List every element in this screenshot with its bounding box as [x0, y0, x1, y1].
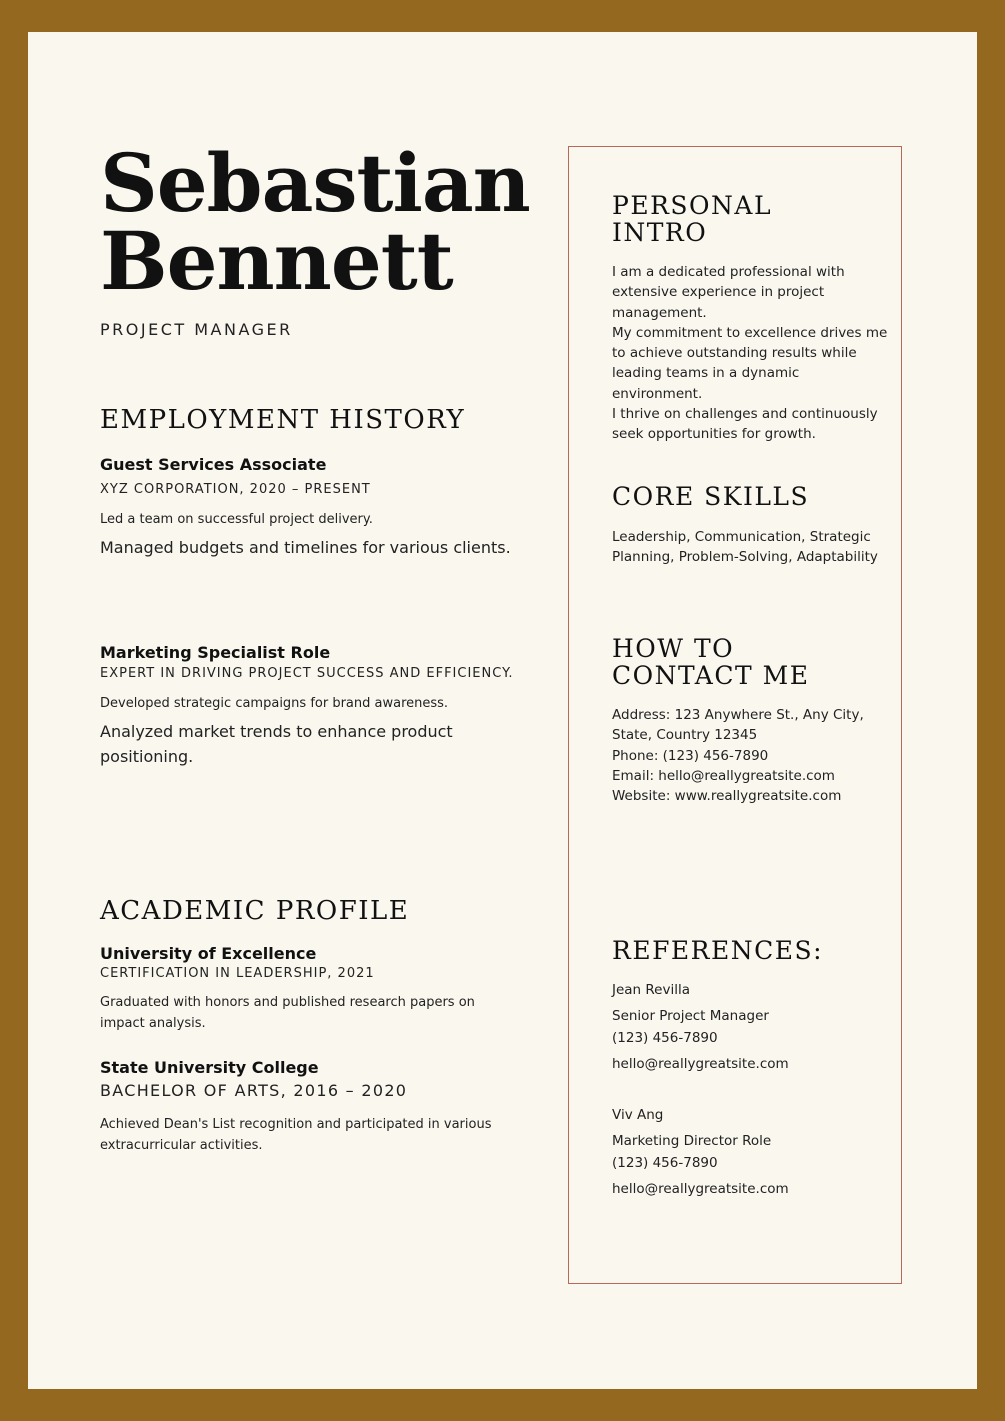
- reference-1-email: hello@reallygreatsite.com: [612, 1056, 789, 1072]
- personal-intro-heading-line: INTRO: [612, 218, 708, 247]
- contact-address-line: State, Country 12345: [612, 727, 758, 744]
- resume-page: [28, 32, 977, 1389]
- job-1-position: Guest Services Associate: [100, 455, 327, 474]
- school-2-degree: BACHELOR OF ARTS, 2016 – 2020: [100, 1081, 408, 1100]
- school-1-degree: CERTIFICATION IN LEADERSHIP, 2021: [100, 966, 375, 981]
- job-1-company: XYZ CORPORATION, 2020 – PRESENT: [100, 482, 371, 497]
- job-2-detail-large: [100, 720, 453, 769]
- first-name: Sebastian: [100, 136, 530, 230]
- school-2-detail: [100, 1115, 491, 1156]
- contact-heading: [612, 635, 809, 689]
- school-1-detail: [100, 993, 475, 1034]
- personal-intro-heading-line: PERSONAL: [612, 191, 773, 220]
- job-1-detail-small: Led a team on successful project delivery.: [100, 512, 373, 527]
- intro-line: seek opportunities for growth.: [612, 426, 816, 443]
- intro-line: management.: [612, 304, 707, 321]
- intro-line: environment.: [612, 385, 703, 402]
- core-skills-heading: CORE SKILLS: [612, 482, 810, 511]
- references-heading: REFERENCES:: [612, 936, 824, 965]
- reference-2-email: hello@reallygreatsite.com: [612, 1181, 789, 1197]
- school-2-detail-line: Achieved Dean's List recognition and participated in various: [100, 1117, 492, 1132]
- reference-2-name: Viv Ang: [612, 1107, 664, 1123]
- academic-profile-heading: ACADEMIC PROFILE: [100, 896, 410, 926]
- skills-line: Leadership, Communication, Strategic: [612, 529, 871, 545]
- candidate-name: [100, 136, 560, 308]
- intro-line: My commitment to excellence drives me: [612, 324, 888, 341]
- reference-1-phone: (123) 456-7890: [612, 1030, 718, 1046]
- school-2-detail-line: extracurricular activities.: [100, 1137, 263, 1153]
- skills-line: Planning, Problem-Solving, Adaptability: [612, 549, 878, 566]
- intro-line: I thrive on challenges and continuously: [612, 406, 878, 423]
- school-1-name: University of Excellence: [100, 944, 317, 963]
- personal-intro-text: [612, 262, 887, 445]
- school-2-name: State University College: [100, 1058, 319, 1077]
- school-1-detail-line: impact analysis.: [100, 1015, 206, 1031]
- reference-1-role: Senior Project Manager: [612, 1008, 769, 1024]
- job-2-detail-line: positioning.: [100, 746, 194, 766]
- contact-heading-line: HOW TO: [612, 634, 735, 663]
- contact-email: Email: hello@reallygreatsite.com: [612, 767, 835, 784]
- intro-line: leading teams in a dynamic: [612, 365, 800, 382]
- last-name: Bennett: [100, 214, 453, 308]
- employment-history-heading: EMPLOYMENT HISTORY: [100, 405, 466, 435]
- core-skills-text: [612, 527, 878, 568]
- job-2-position: Marketing Specialist Role: [100, 643, 331, 662]
- reference-1-name: Jean Revilla: [612, 982, 691, 998]
- intro-line: extensive experience in project: [612, 284, 825, 301]
- job-1-detail-large: Managed budgets and timelines for various clients.: [100, 538, 511, 557]
- intro-line: to achieve outstanding results while: [612, 345, 857, 362]
- job-2-company: EXPERT IN DRIVING PROJECT SUCCESS AND EFFICIENCY.: [100, 666, 514, 681]
- school-1-detail-line: Graduated with honors and published research papers on: [100, 995, 475, 1010]
- personal-intro-heading: [612, 192, 772, 246]
- contact-details: [612, 705, 864, 806]
- contact-phone: Phone: (123) 456-7890: [612, 747, 769, 764]
- reference-2-role: Marketing Director Role: [612, 1133, 772, 1149]
- job-2-detail-line: Analyzed market trends to enhance product: [100, 722, 453, 741]
- contact-heading-line: CONTACT ME: [612, 661, 810, 690]
- job-role: PROJECT MANAGER: [100, 320, 293, 339]
- reference-2-phone: (123) 456-7890: [612, 1155, 718, 1171]
- intro-line: I am a dedicated professional with: [612, 264, 845, 280]
- contact-address-line: Address: 123 Anywhere St., Any City,: [612, 707, 864, 723]
- contact-website: Website: www.reallygreatsite.com: [612, 788, 842, 805]
- job-2-detail-small: Developed strategic campaigns for brand awareness.: [100, 696, 449, 711]
